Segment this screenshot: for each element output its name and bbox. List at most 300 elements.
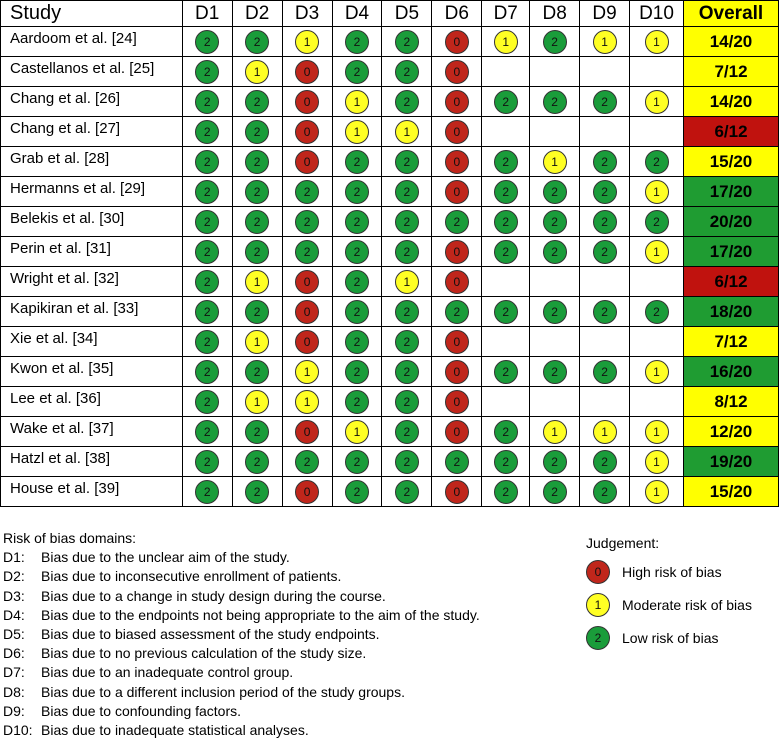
domain-score-cell [630, 177, 684, 207]
score-circle: 2 [195, 360, 219, 384]
domain-score-cell [282, 87, 332, 117]
domain-score-cell [482, 237, 530, 267]
domain-score-cell [332, 237, 382, 267]
table-row [1, 177, 779, 207]
domain-legend-code: D7: [3, 664, 25, 681]
score-circle: 1 [645, 90, 669, 114]
score-circle: 0 [445, 60, 469, 84]
table-row [1, 147, 779, 177]
score-circle: 2 [245, 240, 269, 264]
domain-score-cell [432, 387, 482, 417]
overall-score-cell: 15/20 [683, 477, 778, 507]
study-name-cell: Hermanns et al. [29] [1, 177, 183, 207]
table-row [1, 117, 779, 147]
judgement-circle: 1 [586, 593, 610, 617]
judgement-circle: 2 [586, 626, 610, 650]
domain-score-cell [282, 327, 332, 357]
domains-legend-title: Risk of bias domains: [3, 530, 137, 546]
score-circle: 1 [645, 450, 669, 474]
score-circle: 2 [245, 420, 269, 444]
score-circle: 2 [543, 360, 567, 384]
domain-score-cell [580, 237, 630, 267]
domain-legend-text: Bias due to an inadequate control group. [41, 664, 294, 681]
score-circle: 2 [593, 300, 617, 324]
domain-score-cell [232, 297, 282, 327]
domain-score-cell [580, 297, 630, 327]
domain-score-cell [580, 27, 630, 57]
domain-legend-text: Bias due to confounding factors. [41, 702, 242, 719]
score-circle: 2 [543, 300, 567, 324]
score-circle: 0 [445, 420, 469, 444]
domain-legend-code: D4: [3, 606, 25, 623]
domain-legend-text: Bias due to a change in study design during the course. [41, 587, 386, 604]
domain-score-cell [232, 117, 282, 147]
domain-score-cell [482, 447, 530, 477]
domain-score-cell [530, 327, 580, 357]
domain-column-header: D3 [282, 1, 332, 27]
domain-score-cell [182, 117, 232, 147]
score-circle: 1 [245, 330, 269, 354]
overall-score-cell: 6/12 [683, 267, 778, 297]
domain-column-header: D9 [580, 1, 630, 27]
score-circle: 2 [543, 180, 567, 204]
score-circle: 0 [445, 150, 469, 174]
domain-legend-text: Bias due to biased assessment of the study endpoints. [41, 626, 380, 643]
domain-score-cell [182, 477, 232, 507]
score-circle: 2 [345, 390, 369, 414]
score-circle: 0 [295, 420, 319, 444]
study-name-cell: Kapikiran et al. [33] [1, 297, 183, 327]
domain-score-cell [432, 297, 482, 327]
domain-column-header: D1 [182, 1, 232, 27]
domain-score-cell [232, 267, 282, 297]
domain-score-cell [530, 417, 580, 447]
domain-legend-item [3, 644, 480, 663]
score-circle: 0 [295, 120, 319, 144]
score-circle: 2 [395, 300, 419, 324]
domain-score-cell [530, 207, 580, 237]
table-row [1, 57, 779, 87]
domain-score-cell [182, 57, 232, 87]
domain-score-cell [630, 357, 684, 387]
score-circle: 2 [345, 30, 369, 54]
domain-score-cell [382, 237, 432, 267]
domain-column-header: D4 [332, 1, 382, 27]
score-circle: 2 [195, 240, 219, 264]
overall-score-cell: 7/12 [683, 57, 778, 87]
score-circle: 2 [345, 180, 369, 204]
score-circle: 1 [245, 390, 269, 414]
score-circle: 2 [543, 240, 567, 264]
domain-score-cell [182, 237, 232, 267]
score-circle: 0 [295, 300, 319, 324]
domain-score-cell [382, 327, 432, 357]
score-circle: 2 [295, 450, 319, 474]
score-circle: 2 [345, 450, 369, 474]
domain-score-cell [482, 87, 530, 117]
score-circle: 2 [395, 480, 419, 504]
domain-score-cell [432, 237, 482, 267]
domain-legend-text: Bias due to inconsecutive enrollment of patients. [41, 568, 342, 585]
table-row [1, 237, 779, 267]
domain-legend-item [3, 683, 480, 702]
score-circle: 1 [645, 360, 669, 384]
domain-score-cell [580, 417, 630, 447]
score-circle: 0 [295, 90, 319, 114]
domain-score-cell [630, 207, 684, 237]
domain-score-cell [530, 447, 580, 477]
score-circle: 2 [195, 180, 219, 204]
score-circle: 2 [295, 240, 319, 264]
score-circle: 2 [345, 330, 369, 354]
domain-score-cell [382, 387, 432, 417]
domain-score-cell [332, 57, 382, 87]
domain-score-cell [332, 387, 382, 417]
study-name-cell: Kwon et al. [35] [1, 357, 183, 387]
domain-score-cell [530, 477, 580, 507]
score-circle: 0 [295, 150, 319, 174]
table-row [1, 87, 779, 117]
domain-score-cell [282, 177, 332, 207]
domain-score-cell [232, 177, 282, 207]
domain-score-cell [282, 207, 332, 237]
table-row [1, 417, 779, 447]
table-row [1, 27, 779, 57]
domain-score-cell [232, 147, 282, 177]
study-name-cell: Xie et al. [34] [1, 327, 183, 357]
domain-score-cell [232, 57, 282, 87]
score-circle: 1 [295, 360, 319, 384]
score-circle: 2 [195, 210, 219, 234]
domain-score-cell [332, 87, 382, 117]
overall-column-header: Overall [683, 1, 778, 27]
overall-score-cell: 14/20 [683, 27, 778, 57]
score-circle: 1 [395, 270, 419, 294]
domain-score-cell [580, 387, 630, 417]
domain-score-cell [432, 177, 482, 207]
domain-score-cell [382, 477, 432, 507]
score-circle: 2 [395, 60, 419, 84]
domain-legend-code: D2: [3, 568, 25, 585]
domain-legend-item [3, 567, 480, 586]
overall-score-cell: 15/20 [683, 147, 778, 177]
domain-score-cell [482, 57, 530, 87]
domain-score-cell [332, 267, 382, 297]
domain-score-cell [182, 327, 232, 357]
study-name-cell: Grab et al. [28] [1, 147, 183, 177]
judgement-legend-item [586, 621, 752, 654]
domain-score-cell [482, 147, 530, 177]
score-circle: 2 [593, 480, 617, 504]
score-circle: 2 [295, 180, 319, 204]
judgement-legend-item [586, 555, 752, 588]
score-circle: 0 [445, 480, 469, 504]
score-circle: 2 [245, 180, 269, 204]
domain-score-cell [282, 27, 332, 57]
score-circle: 2 [245, 120, 269, 144]
domain-score-cell [630, 87, 684, 117]
domain-score-cell [332, 117, 382, 147]
domain-score-cell [432, 267, 482, 297]
overall-score-cell: 8/12 [683, 387, 778, 417]
score-circle: 0 [295, 60, 319, 84]
domain-score-cell [580, 177, 630, 207]
domain-score-cell [432, 147, 482, 177]
domain-column-header: D7 [482, 1, 530, 27]
study-name-cell: Wake et al. [37] [1, 417, 183, 447]
domain-score-cell [482, 327, 530, 357]
score-circle: 2 [543, 210, 567, 234]
domain-score-cell [282, 447, 332, 477]
score-circle: 1 [645, 30, 669, 54]
score-circle: 0 [445, 180, 469, 204]
domain-score-cell [530, 237, 580, 267]
table-row [1, 207, 779, 237]
score-circle: 2 [593, 240, 617, 264]
domain-score-cell [530, 387, 580, 417]
score-circle: 2 [345, 210, 369, 234]
table-header-row [1, 1, 779, 27]
domain-score-cell [232, 27, 282, 57]
domain-score-cell [630, 27, 684, 57]
score-circle: 1 [645, 420, 669, 444]
overall-score-cell: 7/12 [683, 327, 778, 357]
domain-legend-code: D10: [3, 722, 33, 739]
score-circle: 1 [295, 30, 319, 54]
score-circle: 2 [295, 210, 319, 234]
study-name-cell: Wright et al. [32] [1, 267, 183, 297]
domain-score-cell [432, 27, 482, 57]
domain-score-cell [182, 267, 232, 297]
domain-score-cell [530, 297, 580, 327]
domain-score-cell [382, 117, 432, 147]
score-circle: 2 [494, 150, 518, 174]
score-circle: 2 [395, 390, 419, 414]
domain-legend-text: Bias due to the unclear aim of the study. [41, 549, 290, 566]
domain-score-cell [482, 357, 530, 387]
score-circle: 1 [395, 120, 419, 144]
score-circle: 1 [543, 150, 567, 174]
score-circle: 2 [195, 300, 219, 324]
domain-score-cell [530, 27, 580, 57]
overall-score-cell: 14/20 [683, 87, 778, 117]
domain-score-cell [630, 147, 684, 177]
score-circle: 2 [245, 300, 269, 324]
domain-score-cell [382, 57, 432, 87]
domain-score-cell [382, 177, 432, 207]
domain-score-cell [332, 357, 382, 387]
study-name-cell: Belekis et al. [30] [1, 207, 183, 237]
score-circle: 2 [593, 180, 617, 204]
score-circle: 2 [345, 480, 369, 504]
table-row [1, 267, 779, 297]
domain-score-cell [432, 417, 482, 447]
table-row [1, 387, 779, 417]
domain-score-cell [282, 117, 332, 147]
score-circle: 2 [345, 360, 369, 384]
domain-column-header: D5 [382, 1, 432, 27]
domain-score-cell [282, 147, 332, 177]
score-circle: 1 [295, 390, 319, 414]
study-name-cell: Chang et al. [26] [1, 87, 183, 117]
domain-column-header: D6 [432, 1, 482, 27]
score-circle: 0 [445, 360, 469, 384]
domain-score-cell [282, 57, 332, 87]
score-circle: 2 [445, 450, 469, 474]
score-circle: 0 [445, 120, 469, 144]
table-row [1, 327, 779, 357]
domain-score-cell [182, 207, 232, 237]
domain-score-cell [530, 177, 580, 207]
domain-score-cell [530, 57, 580, 87]
domain-score-cell [630, 387, 684, 417]
score-circle: 0 [295, 480, 319, 504]
score-circle: 1 [345, 420, 369, 444]
overall-score-cell: 17/20 [683, 237, 778, 267]
domain-score-cell [182, 27, 232, 57]
score-circle: 2 [445, 300, 469, 324]
score-circle: 2 [245, 480, 269, 504]
domain-score-cell [182, 147, 232, 177]
score-circle: 2 [593, 150, 617, 174]
score-circle: 2 [195, 150, 219, 174]
score-circle: 0 [445, 30, 469, 54]
domain-score-cell [580, 447, 630, 477]
score-circle: 1 [645, 480, 669, 504]
domain-score-cell [232, 417, 282, 447]
domain-score-cell [382, 417, 432, 447]
score-circle: 2 [494, 90, 518, 114]
score-circle: 2 [395, 150, 419, 174]
overall-score-cell: 12/20 [683, 417, 778, 447]
domain-legend-item [3, 606, 480, 625]
domain-score-cell [332, 27, 382, 57]
domain-score-cell [382, 27, 432, 57]
domain-score-cell [382, 297, 432, 327]
domain-score-cell [630, 477, 684, 507]
domain-score-cell [432, 207, 482, 237]
score-circle: 2 [445, 210, 469, 234]
score-circle: 2 [494, 240, 518, 264]
score-circle: 2 [395, 240, 419, 264]
domain-score-cell [232, 237, 282, 267]
score-circle: 2 [593, 210, 617, 234]
score-circle: 2 [245, 30, 269, 54]
domain-score-cell [182, 177, 232, 207]
score-circle: 2 [345, 150, 369, 174]
domain-legend-code: D1: [3, 549, 25, 566]
domain-score-cell [630, 327, 684, 357]
score-circle: 2 [395, 30, 419, 54]
domain-score-cell [482, 27, 530, 57]
score-circle: 2 [395, 180, 419, 204]
score-circle: 1 [345, 120, 369, 144]
domain-legend-text: Bias due to no previous calculation of the study size. [41, 645, 367, 662]
domain-score-cell [580, 327, 630, 357]
score-circle: 2 [245, 450, 269, 474]
study-name-cell: House et al. [39] [1, 477, 183, 507]
score-circle: 1 [245, 270, 269, 294]
domain-score-cell [332, 207, 382, 237]
score-circle: 2 [543, 90, 567, 114]
domain-legend-text: Bias due to a different inclusion period of the study groups. [41, 683, 405, 700]
score-circle: 2 [245, 360, 269, 384]
score-circle: 2 [245, 90, 269, 114]
score-circle: 2 [593, 360, 617, 384]
domain-legend-text: Bias due to inadequate statistical analyses. [41, 722, 309, 739]
domain-legend-item [3, 702, 480, 721]
domain-score-cell [432, 87, 482, 117]
domain-score-cell [580, 207, 630, 237]
score-circle: 2 [195, 60, 219, 84]
score-circle: 2 [195, 270, 219, 294]
domain-score-cell [630, 447, 684, 477]
domain-score-cell [182, 297, 232, 327]
score-circle: 2 [494, 180, 518, 204]
domain-score-cell [580, 477, 630, 507]
domain-score-cell [382, 87, 432, 117]
domain-legend-item [3, 663, 480, 682]
score-circle: 1 [245, 60, 269, 84]
domain-score-cell [580, 57, 630, 87]
domain-legend-code: D5: [3, 626, 25, 643]
score-circle: 2 [494, 420, 518, 444]
score-circle: 1 [345, 90, 369, 114]
study-name-cell: Chang et al. [27] [1, 117, 183, 147]
overall-score-cell: 19/20 [683, 447, 778, 477]
study-name-cell: Lee et al. [36] [1, 387, 183, 417]
score-circle: 2 [195, 480, 219, 504]
score-circle: 0 [445, 90, 469, 114]
score-circle: 2 [395, 90, 419, 114]
domain-legend-text: Bias due to the endpoints not being appropriate to the aim of the study. [41, 606, 480, 623]
domain-legend-item [3, 587, 480, 606]
domain-score-cell [382, 447, 432, 477]
domain-score-cell [580, 147, 630, 177]
study-name-cell: Hatzl et al. [38] [1, 447, 183, 477]
score-circle: 2 [543, 450, 567, 474]
score-circle: 0 [295, 270, 319, 294]
domain-score-cell [232, 477, 282, 507]
score-circle: 0 [445, 390, 469, 414]
score-circle: 1 [593, 420, 617, 444]
study-name-cell: Aardoom et al. [24] [1, 27, 183, 57]
domain-score-cell [432, 327, 482, 357]
domain-score-cell [382, 207, 432, 237]
score-circle: 2 [245, 210, 269, 234]
judgement-legend-title: Judgement: [586, 535, 660, 551]
domain-score-cell [232, 357, 282, 387]
judgement-label: Low risk of bias [622, 629, 719, 646]
domain-score-cell [382, 147, 432, 177]
score-circle: 2 [645, 300, 669, 324]
domain-score-cell [482, 387, 530, 417]
domain-score-cell [482, 477, 530, 507]
domain-score-cell [630, 267, 684, 297]
domain-column-header: D10 [630, 1, 684, 27]
score-circle: 2 [345, 60, 369, 84]
domain-score-cell [482, 177, 530, 207]
score-circle: 2 [195, 450, 219, 474]
domain-score-cell [332, 477, 382, 507]
domain-score-cell [182, 417, 232, 447]
domain-score-cell [332, 147, 382, 177]
domain-score-cell [432, 447, 482, 477]
score-circle: 1 [494, 30, 518, 54]
score-circle: 2 [345, 300, 369, 324]
score-circle: 2 [395, 360, 419, 384]
domain-score-cell [530, 87, 580, 117]
